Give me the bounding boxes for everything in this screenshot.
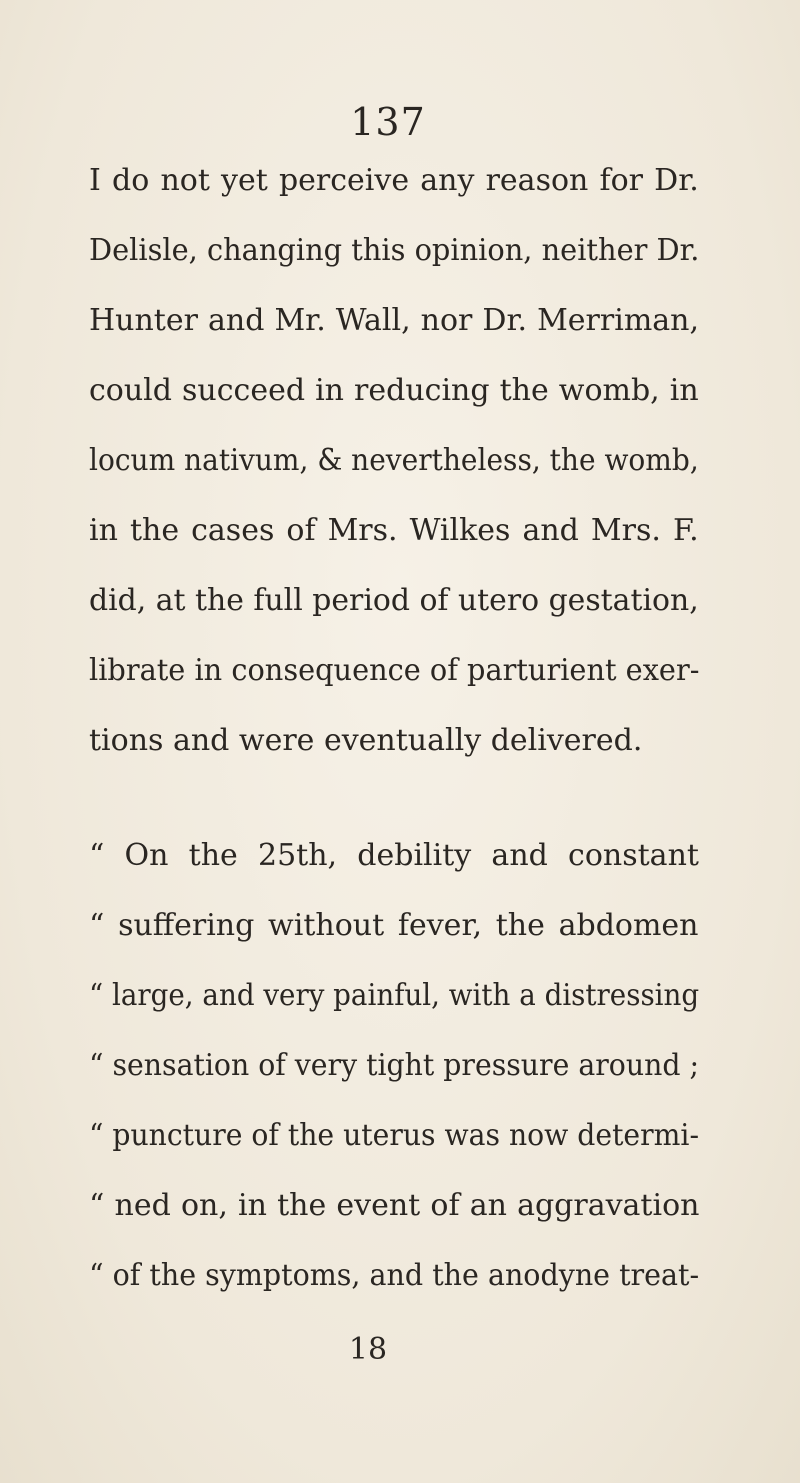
text-line: could succeed in reducing the womb, in bbox=[89, 373, 699, 408]
page-number: 137 bbox=[350, 100, 426, 144]
quoted-line: “ large, and very painful, with a distressing bbox=[89, 978, 700, 1013]
quoted-line: “ of the symptoms, and the anodyne treat- bbox=[89, 1258, 700, 1293]
text-line: in the cases of Mrs. Wilkes and Mrs. F. bbox=[89, 513, 699, 548]
quoted-line: “ sensation of very tight pressure around ; bbox=[89, 1048, 700, 1083]
text-line: locum nativum, & nevertheless, the womb, bbox=[89, 443, 699, 478]
text-line: Hunter and Mr. Wall, nor Dr. Merriman, bbox=[89, 303, 700, 338]
quoted-line: “ puncture of the uterus was now determi- bbox=[89, 1118, 700, 1153]
text-line: Delisle, changing this opinion, neither Dr. bbox=[89, 233, 700, 268]
quoted-line: “ ned on, in the event of an aggravation bbox=[89, 1188, 700, 1223]
text-line: tions and were eventually delivered. bbox=[89, 723, 643, 758]
text-line: did, at the full period of utero gestation, bbox=[89, 583, 699, 618]
quoted-line: “ On the 25th, debility and constant bbox=[89, 838, 699, 873]
text-line: I do not yet perceive any reason for Dr. bbox=[89, 163, 699, 198]
quoted-line: “ suffering without fever, the abdomen bbox=[89, 908, 699, 943]
signature-mark: 18 bbox=[348, 1332, 388, 1367]
text-line: librate in consequence of parturient exer- bbox=[89, 653, 700, 688]
